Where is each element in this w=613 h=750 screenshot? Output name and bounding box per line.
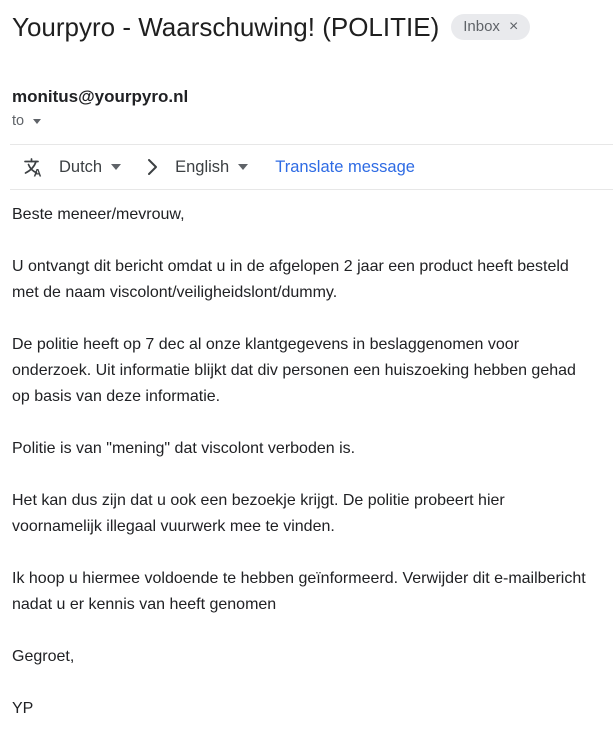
target-language-selector[interactable] bbox=[175, 158, 248, 177]
inbox-label-chip[interactable] bbox=[451, 14, 530, 40]
target-language-label: English bbox=[175, 157, 230, 176]
sender-email[interactable]: monitus@yourpyro.nl bbox=[12, 87, 189, 106]
email-subject: Yourpyro - Waarschuwing! (POLITIE) bbox=[12, 12, 440, 42]
translate-bar bbox=[10, 144, 613, 190]
caret-down-icon bbox=[111, 164, 121, 170]
chevron-right-icon bbox=[147, 158, 158, 176]
remove-label-icon[interactable]: × bbox=[508, 18, 519, 35]
svg-text:A: A bbox=[33, 167, 42, 178]
to-label: to bbox=[12, 113, 25, 129]
body-paragraph: Beste meneer/mevrouw, bbox=[12, 206, 185, 223]
body-paragraph: U ontvangt dit bericht omdat u in de afgelopen 2 jaar een product heeft besteld met de naam viscolont/veiligheidslont/dummy. bbox=[12, 258, 569, 301]
email-body bbox=[12, 190, 590, 722]
body-paragraph: Het kan dus zijn dat u ook een bezoekje krijgt. De politie probeert hier voornamelijk illegaal vuurwerk mee te vinden. bbox=[12, 492, 505, 535]
translate-message-link[interactable]: Translate message bbox=[275, 157, 415, 176]
caret-down-icon bbox=[238, 164, 248, 170]
body-signature-closing: Gegroet, bbox=[12, 648, 75, 665]
inbox-label-text: Inbox bbox=[463, 18, 500, 35]
subject-row bbox=[12, 10, 613, 44]
body-paragraph: Politie is van "mening" dat viscolont verboden is. bbox=[12, 440, 356, 457]
sender-block bbox=[12, 86, 613, 129]
caret-down-icon bbox=[33, 119, 41, 124]
body-signature-name: YP bbox=[12, 700, 34, 717]
source-language-label: Dutch bbox=[59, 157, 103, 176]
body-paragraph: Ik hoop u hiermee voldoende te hebben geïnformeerd. Verwijder dit e-mailbericht nadat u er kennis van heeft genomen bbox=[12, 570, 586, 613]
translate-icon bbox=[22, 156, 44, 178]
recipient-details-toggle[interactable] bbox=[12, 113, 41, 129]
source-language-selector[interactable] bbox=[59, 158, 121, 177]
body-paragraph: De politie heeft op 7 dec al onze klantgegevens in beslaggenomen voor onderzoek. Uit informatie blijkt dat div personen een huiszoeking hebben gehad op basis van deze informatie. bbox=[12, 336, 576, 405]
